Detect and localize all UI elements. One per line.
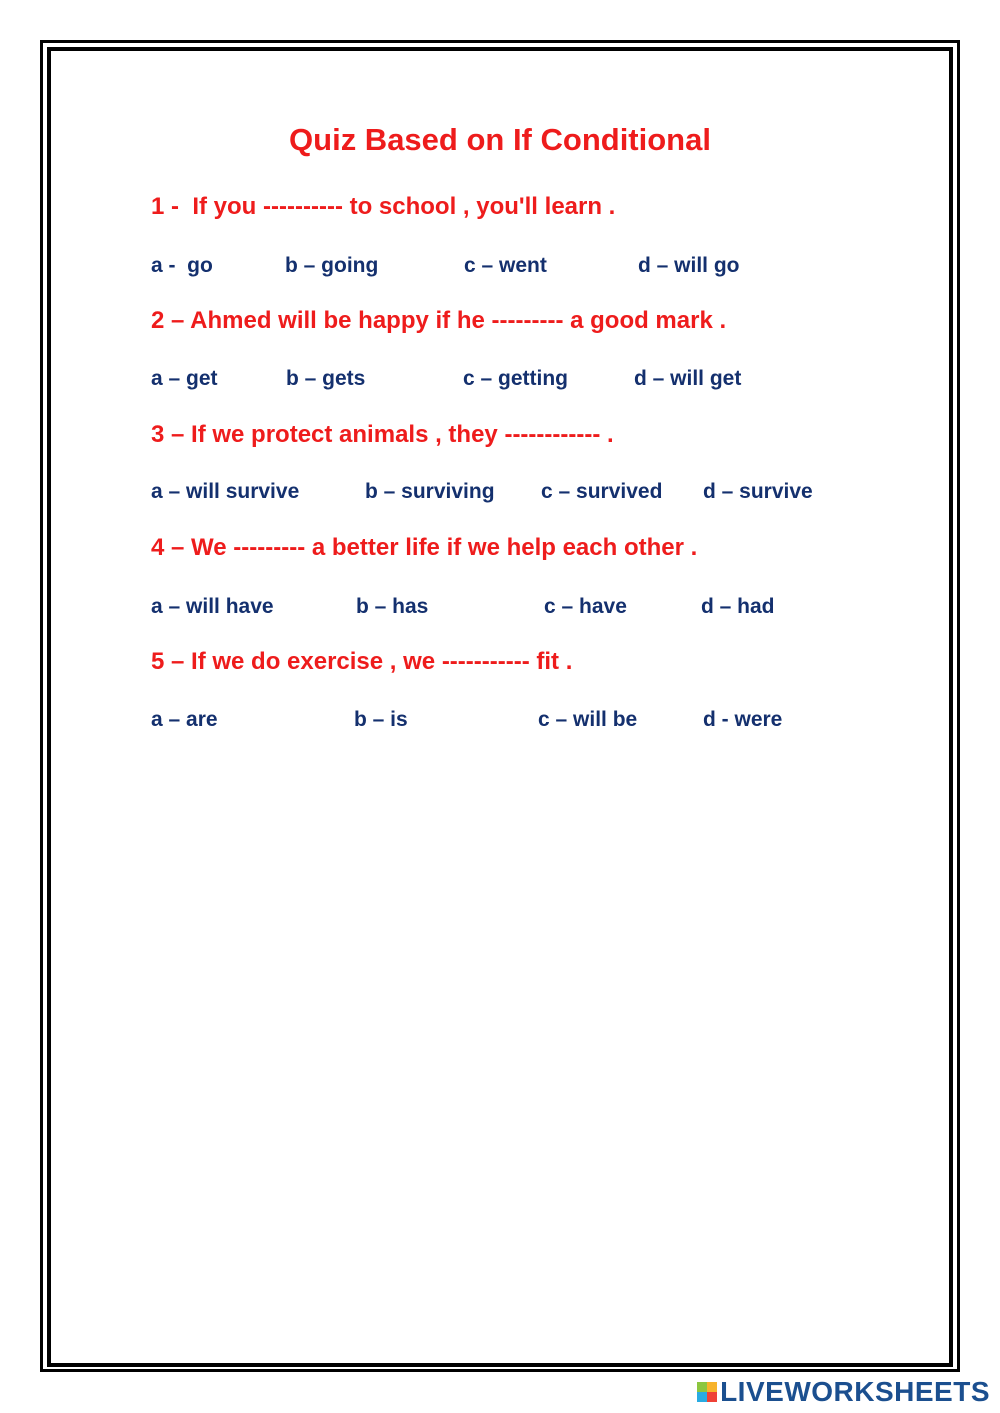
liveworksheets-logo-icon [697,1382,717,1402]
question-5: 5 – If we do exercise , we ----------- fit . [151,648,573,675]
logo-text: LIVEWORKSHEETS [720,1376,990,1407]
question-4-option-a[interactable]: a – will have [151,595,274,618]
question-2-option-d[interactable]: d – will get [634,367,742,390]
question-1-option-c[interactable]: c – went [464,254,547,277]
question-1-option-a[interactable]: a - go [151,254,213,277]
question-4: 4 – We --------- a better life if we help each other . [151,534,698,561]
question-2: 2 – Ahmed will be happy if he --------- a good mark . [151,307,727,334]
question-4-option-c[interactable]: c – have [544,595,627,618]
question-2-option-c[interactable]: c – getting [463,367,569,390]
question-5-option-c[interactable]: c – will be [538,708,638,731]
question-1: 1 - If you ---------- to school , you'll learn . [151,193,616,220]
quiz-title: Quiz Based on If Conditional [289,122,711,157]
question-3-option-d[interactable]: d – survive [703,480,813,503]
question-4-option-d[interactable]: d – had [701,595,775,618]
question-4-option-b[interactable]: b – has [356,595,429,618]
question-1-option-d[interactable]: d – will go [638,254,740,277]
question-3-option-c[interactable]: c – survived [541,480,663,503]
question-5-option-b[interactable]: b – is [354,708,408,731]
question-5-option-a[interactable]: a – are [151,708,218,731]
liveworksheets-logo [697,1377,990,1407]
question-5-option-d[interactable]: d - were [703,708,783,731]
question-1-option-b[interactable]: b – going [285,254,379,277]
question-2-option-a[interactable]: a – get [151,367,218,390]
question-3: 3 – If we protect animals , they ------------ . [151,421,614,448]
question-3-option-a[interactable]: a – will survive [151,480,300,503]
question-3-option-b[interactable]: b – surviving [365,480,495,503]
question-2-option-b[interactable]: b – gets [286,367,366,390]
page-border-inner [47,47,953,1367]
